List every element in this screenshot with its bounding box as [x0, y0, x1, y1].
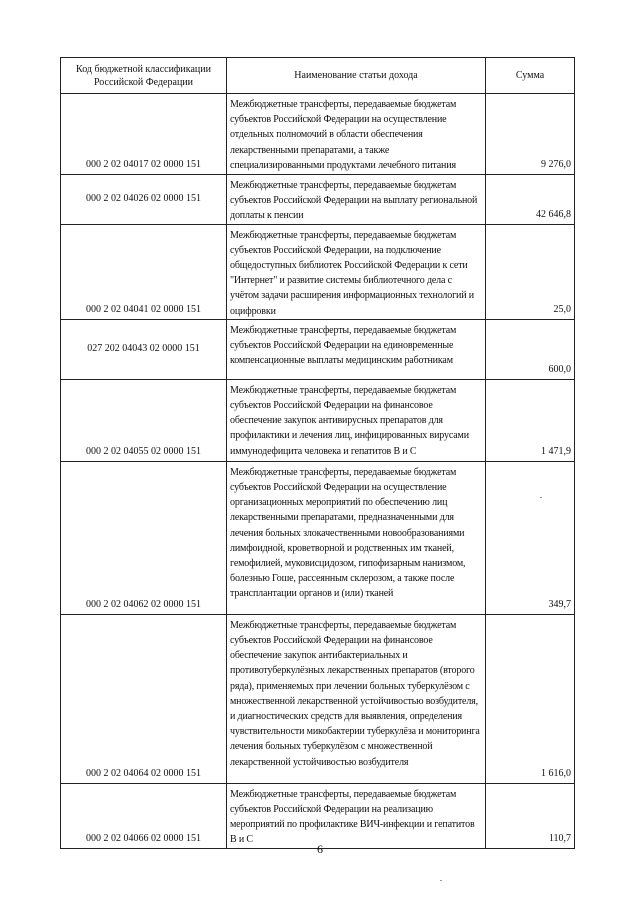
row-code: 000 2 02 04017 02 0000 151: [61, 94, 227, 175]
row-name: Межбюджетные трансферты, передаваемые бюджетам субъектов Российской Федерации на финансовое обеспечение закупок антивирусных препаратов для профилактики и лечения лиц, инфицированных вирусами иммунодефицита человека и гепатитов В и С: [227, 379, 486, 461]
row-amount: 600,0: [486, 319, 575, 379]
row-code: 027 202 04043 02 0000 151: [61, 319, 227, 379]
table-row: [61, 614, 575, 783]
budget-revenue-table: [60, 57, 575, 849]
table-row: [61, 94, 575, 175]
scan-speck: [440, 880, 442, 881]
header-code: Код бюджетной классификации Российской Федерации: [61, 58, 227, 94]
table-row: [61, 783, 575, 848]
row-code: 000 2 02 04055 02 0000 151: [61, 379, 227, 461]
row-amount: 110,7: [486, 783, 575, 848]
row-name: Межбюджетные трансферты, передаваемые бюджетам субъектов Российской Федерации на финансовое обеспечение закупок антибактериальных и противотуберкулёзных лекарственных препаратов (второго ряда), применяемых при лечении больных туберкулёзом с множественной лекарственной устойчивостью возбудителя, и диагностических средств для выявления, определения чувствительности микобактерии туберкулёза и мониторинга лечения больных туберкулёзом с множественной лекарственной устойчивостью возбудителя: [227, 614, 486, 783]
row-code: 000 2 02 04026 02 0000 151: [61, 175, 227, 225]
row-name: Межбюджетные трансферты, передаваемые бюджетам субъектов Российской Федерации на осуществление организационных мероприятий по обеспечению лиц лекарственными препаратами, предназначенными для лечения больных злокачественными новообразованиями лимфоидной, кроветворной и родственных им тканей, гемофилией, муковисцидозом, гипофизарным нанизмом, болезнью Гоше, рассеянным склерозом, а также после трансплантации органов и (или) тканей: [227, 461, 486, 614]
row-code: 000 2 02 04062 02 0000 151: [61, 461, 227, 614]
row-name: Межбюджетные трансферты, передаваемые бюджетам субъектов Российской Федерации на единовременные компенсационные выплаты медицинским работникам: [227, 319, 486, 379]
row-amount: 349,7: [486, 461, 575, 614]
row-code: 000 2 02 04066 02 0000 151: [61, 783, 227, 848]
table-row: [61, 319, 575, 379]
table-row: [61, 379, 575, 461]
table-row: [61, 461, 575, 614]
row-name: Межбюджетные трансферты, передаваемые бюджетам субъектов Российской Федерации на реализацию мероприятий по профилактике ВИЧ-инфекции и гепатитов В и С: [227, 783, 486, 848]
header-name: Наименование статьи дохода: [227, 58, 486, 94]
row-amount: 1 616,0: [486, 614, 575, 783]
scan-speck: [540, 497, 542, 498]
table-header-row: [61, 58, 575, 94]
row-name: Межбюджетные трансферты, передаваемые бюджетам субъектов Российской Федерации на осуществление отдельных полномочий в области обеспечения лекарственными препаратами, а также специализированными продуктами лечебного питания: [227, 94, 486, 175]
row-amount: 1 471,9: [486, 379, 575, 461]
page-number: 6: [317, 842, 323, 856]
row-code: 000 2 02 04064 02 0000 151: [61, 614, 227, 783]
row-amount: 9 276,0: [486, 94, 575, 175]
header-amount: Сумма: [486, 58, 575, 94]
table-row: [61, 175, 575, 225]
row-name: Межбюджетные трансферты, передаваемые бюджетам субъектов Российской Федерации, на подключение общедоступных библиотек Российской Федерации к сети "Интернет" и развитие системы библиотечного дела с учётом задачи расширения информационных технологий и оцифровки: [227, 224, 486, 319]
row-code: 000 2 02 04041 02 0000 151: [61, 224, 227, 319]
row-amount: 25,0: [486, 224, 575, 319]
row-amount: 42 646,8: [486, 175, 575, 225]
table-row: [61, 224, 575, 319]
row-name: Межбюджетные трансферты, передаваемые бюджетам субъектов Российской Федерации на выплату региональной доплаты к пенсии: [227, 175, 486, 225]
